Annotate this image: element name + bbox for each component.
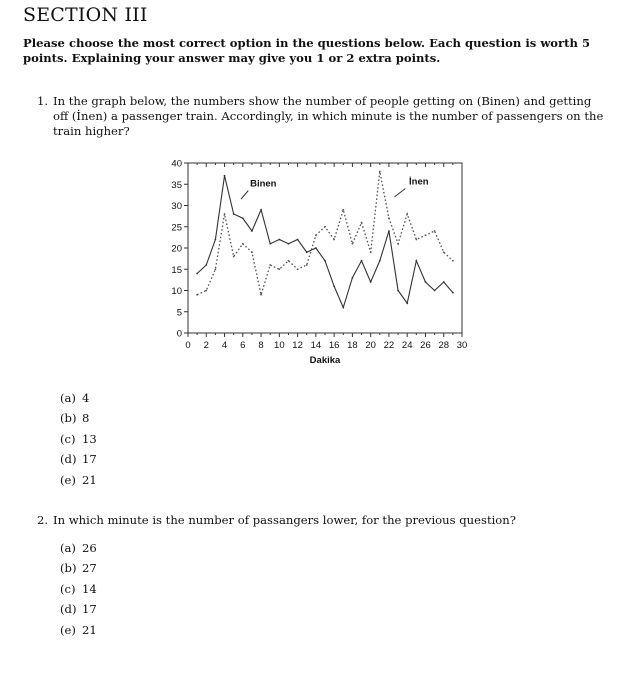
data-point — [306, 251, 308, 253]
y-tick-label: 0 — [176, 328, 182, 340]
data-point — [361, 260, 363, 262]
data-point — [443, 251, 445, 253]
option-letter: (d) — [60, 452, 77, 467]
x-tick-label: 14 — [310, 340, 322, 351]
data-point — [370, 251, 372, 253]
plot-frame — [188, 163, 462, 333]
data-point — [443, 281, 445, 283]
data-point — [370, 281, 372, 283]
option-letter: (c) — [60, 581, 76, 596]
option-value: 8 — [82, 411, 90, 426]
data-point — [224, 213, 226, 215]
section-title: SECTION III — [23, 4, 148, 26]
data-point — [269, 264, 271, 266]
option-letter: (e) — [60, 622, 76, 637]
y-tick-label: 10 — [171, 286, 182, 297]
data-point — [278, 268, 280, 270]
data-point — [388, 230, 390, 232]
x-tick-label: 8 — [258, 340, 264, 351]
data-point — [233, 213, 235, 215]
option-value: 26 — [82, 541, 97, 555]
data-point — [215, 239, 217, 241]
question-2-option-d[interactable] — [60, 599, 97, 619]
annotation-inen: İnen — [409, 176, 429, 188]
annotation-binen: Binen — [250, 178, 277, 190]
data-point — [233, 256, 235, 258]
data-point — [425, 234, 427, 236]
question-1 — [37, 94, 607, 139]
data-point — [205, 264, 207, 266]
y-tick-label: 5 — [176, 307, 182, 319]
data-point — [397, 290, 399, 292]
data-point — [242, 217, 244, 219]
option-value: 17 — [82, 602, 97, 617]
x-tick-label: 26 — [420, 340, 431, 351]
data-point — [333, 239, 335, 241]
data-point — [251, 251, 253, 253]
question-2-option-a[interactable] — [60, 538, 97, 558]
data-point — [297, 268, 299, 270]
data-point — [224, 175, 226, 177]
question-1-option-a[interactable] — [60, 388, 97, 408]
x-tick-label: 6 — [240, 340, 246, 351]
question-2-number: 2. — [37, 513, 49, 527]
option-letter: (a) — [60, 391, 76, 405]
data-point — [297, 239, 299, 241]
option-value: 21 — [82, 472, 97, 487]
question-1-option-b[interactable] — [60, 408, 97, 428]
y-tick-label: 20 — [171, 243, 182, 255]
x-tick-label: 4 — [221, 340, 228, 351]
question-1-option-e[interactable] — [60, 470, 97, 490]
data-point — [379, 260, 381, 262]
data-point — [315, 234, 317, 236]
data-point — [342, 307, 344, 309]
data-point — [278, 239, 280, 241]
series-line-binen — [197, 176, 453, 308]
data-point — [306, 264, 308, 266]
y-tick-label: 25 — [171, 222, 182, 234]
question-1-text: In the graph below, the numbers show the number of people getting on (Binen) and getting off (İnen) a passenger train. Accordingly, in which minute is the number of passengers on the train higher? — [53, 94, 604, 138]
x-tick-label: 0 — [185, 340, 191, 351]
x-tick-label: 10 — [274, 340, 285, 351]
data-point — [324, 226, 326, 228]
data-point — [315, 247, 317, 249]
instructions: Please choose the most correct option in the questions below. Each question is worth 5 points. Explaining your answer may give you 1 or 2 extra points. — [23, 36, 591, 65]
question-1-option-d[interactable] — [60, 449, 97, 469]
data-point — [215, 268, 217, 270]
option-letter: (c) — [60, 431, 76, 446]
data-point — [242, 243, 244, 245]
x-tick-label: 18 — [347, 340, 358, 351]
data-point — [251, 230, 253, 232]
option-value: 21 — [82, 622, 97, 637]
data-point — [288, 243, 290, 245]
data-point — [397, 243, 399, 245]
option-value: 4 — [82, 391, 90, 405]
data-point — [260, 294, 262, 296]
x-tick-label: 30 — [456, 340, 468, 351]
question-2-text: In which minute is the number of passangers lower, for the previous question? — [53, 513, 516, 527]
data-point — [452, 260, 454, 262]
annotation-leader — [394, 189, 405, 198]
data-point — [196, 294, 198, 296]
question-2-option-b[interactable] — [60, 558, 97, 578]
data-point — [205, 290, 207, 292]
option-value: 27 — [82, 561, 97, 576]
data-point — [434, 290, 436, 292]
y-tick-label: 40 — [171, 158, 182, 170]
y-tick-label: 30 — [171, 201, 182, 212]
data-point — [415, 260, 417, 262]
y-tick-label: 35 — [171, 179, 182, 191]
question-2-option-e[interactable] — [60, 620, 97, 640]
x-tick-label: 2 — [203, 340, 209, 351]
data-point — [425, 281, 427, 283]
data-point — [388, 217, 390, 219]
data-point — [406, 302, 408, 304]
question-2-options — [60, 538, 97, 640]
question-2-option-c[interactable] — [60, 579, 97, 599]
data-point — [352, 243, 354, 245]
option-value: 13 — [82, 431, 97, 446]
option-letter: (a) — [60, 541, 76, 555]
x-tick-label: 16 — [328, 340, 340, 351]
data-point — [379, 171, 381, 173]
data-point — [260, 209, 262, 211]
x-axis-label: Dakika — [309, 355, 341, 366]
data-point — [452, 292, 454, 294]
passenger-chart — [150, 152, 480, 372]
data-point — [352, 277, 354, 279]
question-1-options — [60, 388, 97, 490]
question-1-number: 1. — [37, 94, 49, 108]
data-point — [415, 239, 417, 241]
data-point — [288, 260, 290, 262]
option-letter: (b) — [60, 561, 77, 576]
data-point — [406, 213, 408, 215]
question-2 — [37, 513, 607, 528]
option-value: 14 — [82, 581, 97, 596]
data-point — [434, 230, 436, 232]
data-point — [342, 209, 344, 211]
series-line-inen — [197, 172, 453, 295]
x-tick-label: 20 — [365, 340, 376, 351]
data-point — [333, 285, 335, 287]
option-letter: (b) — [60, 411, 77, 426]
option-letter: (e) — [60, 472, 76, 487]
x-tick-label: 28 — [438, 340, 450, 351]
question-1-option-c[interactable] — [60, 429, 97, 449]
option-value: 17 — [82, 452, 97, 467]
x-tick-label: 22 — [383, 340, 395, 351]
annotation-leader — [241, 191, 248, 200]
data-point — [269, 243, 271, 245]
data-point — [361, 222, 363, 224]
data-point — [324, 260, 326, 262]
y-tick-label: 15 — [171, 264, 182, 276]
x-tick-label: 24 — [401, 340, 413, 351]
x-tick-label: 12 — [292, 340, 303, 351]
data-point — [196, 273, 198, 275]
option-letter: (d) — [60, 602, 77, 617]
